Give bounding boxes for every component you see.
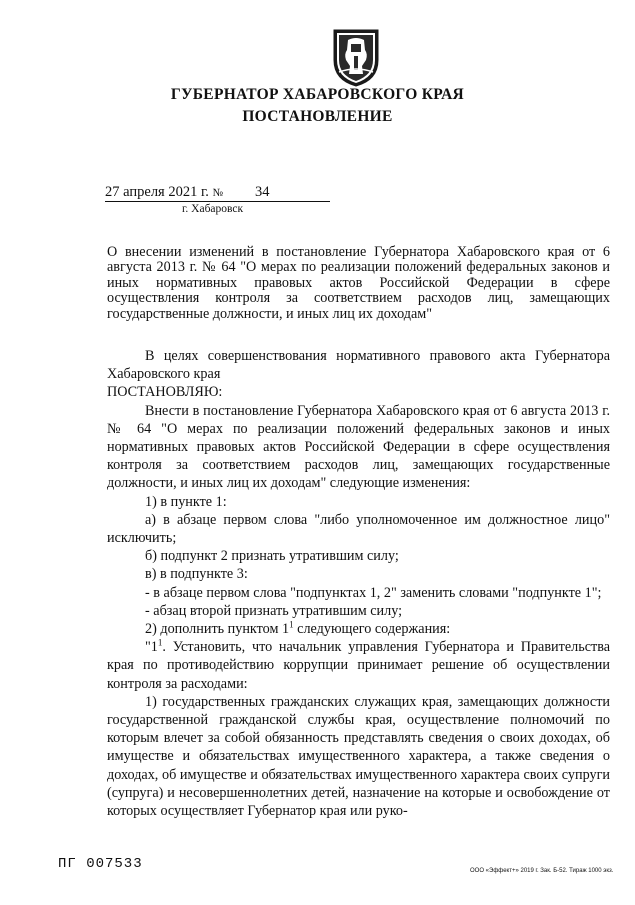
paragraph-decree: ПОСТАНОВЛЯЮ: <box>107 384 223 401</box>
new-clause-superscript: 1 <box>157 637 163 648</box>
document-number: 34 <box>255 184 270 200</box>
item-2-superscript: 1 <box>289 619 294 630</box>
form-serial-number: ПГ 007533 <box>58 856 143 872</box>
paragraph-amend: Внести в постановление Губернатора Хабаровского края от 6 августа 2013 г. № 64 "О мерах по реализации положений федеральных законов и иных нормативных правовых актов Российской Федерации в сфере осуществления контроля за соответствием расходов лиц, замещающих государственные должности, и иных лиц их доходам" следующие изменения: <box>107 402 610 492</box>
new-clause-text-a: "1 <box>145 639 158 656</box>
document-subject: О внесении изменений в постановление Губернатора Хабаровского края от 6 августа 2013 г. № 64 "О мерах по реализации положений федеральных законов и иных нормативных правовых актов Российской Федерации в сфере осуществления контроля за соответствием расходов лиц, замещающих государственные должности, и иных лиц их доходам" <box>107 244 610 322</box>
paragraph-item-2 <box>107 620 610 638</box>
paragraph-item-1c-dash1: - в абзаце первом слова "подпунктах 1, 2" заменить словами "подпункте 1"; <box>145 584 602 601</box>
city-label: г. Хабаровск <box>182 203 244 215</box>
paragraph-item-1c-dash2: - абзац второй признать утратившим силу; <box>145 602 403 619</box>
paragraph-preamble: В целях совершенствования нормативного правового акта Губернатора Хабаровского края <box>107 348 610 383</box>
date-number-line <box>105 184 330 202</box>
document-body <box>107 347 610 820</box>
number-sign: № <box>212 187 224 199</box>
document-date: 27 апреля 2021 г. <box>105 184 209 200</box>
item-2-text-b: следующего содержания: <box>293 621 451 638</box>
document-type-title: ПОСТАНОВЛЕНИЕ <box>242 108 393 125</box>
paragraph-item-1a: а) в абзаце первом слова "либо уполномоченное им должностное лицо" исключить; <box>107 511 610 547</box>
paragraph-new-clause <box>107 638 610 693</box>
new-clause-text-b: . Установить, что начальник управления Губернатора и Правительства края по противодействию коррупции принимает решение об осуществлении контроля за расходами: <box>107 639 610 692</box>
coat-of-arms-icon <box>330 26 382 88</box>
paragraph-item-1: 1) в пункте 1: <box>145 493 227 510</box>
item-2-text-a: 2) дополнить пунктом 1 <box>145 621 290 638</box>
paragraph-item-1b: б) подпункт 2 признать утратившим силу; <box>145 548 399 565</box>
paragraph-item-1c: в) в подпункте 3: <box>145 566 248 583</box>
printer-imprint: ООО «Эффект+» 2019 г. Зак. Б-52. Тираж 1000 экз. <box>470 868 614 874</box>
paragraph-new-clause-item-1: 1) государственных гражданских служащих края, замещающих должности государственной гражданской службы края, осуществление полномочий по которым влечет за собой обязанность представлять сведения о своих доходах, об имуществе и обязательствах имущественного характера, а также сведения о доходах, об имуществе и обязательствах имущественного характера своих супруги (супруга) и несовершеннолетних детей, назначение на которые и освобождение от которых осуществляет Губернатор края или руко- <box>107 693 610 820</box>
authority-title: ГУБЕРНАТОР ХАБАРОВСКОГО КРАЯ <box>170 86 465 103</box>
